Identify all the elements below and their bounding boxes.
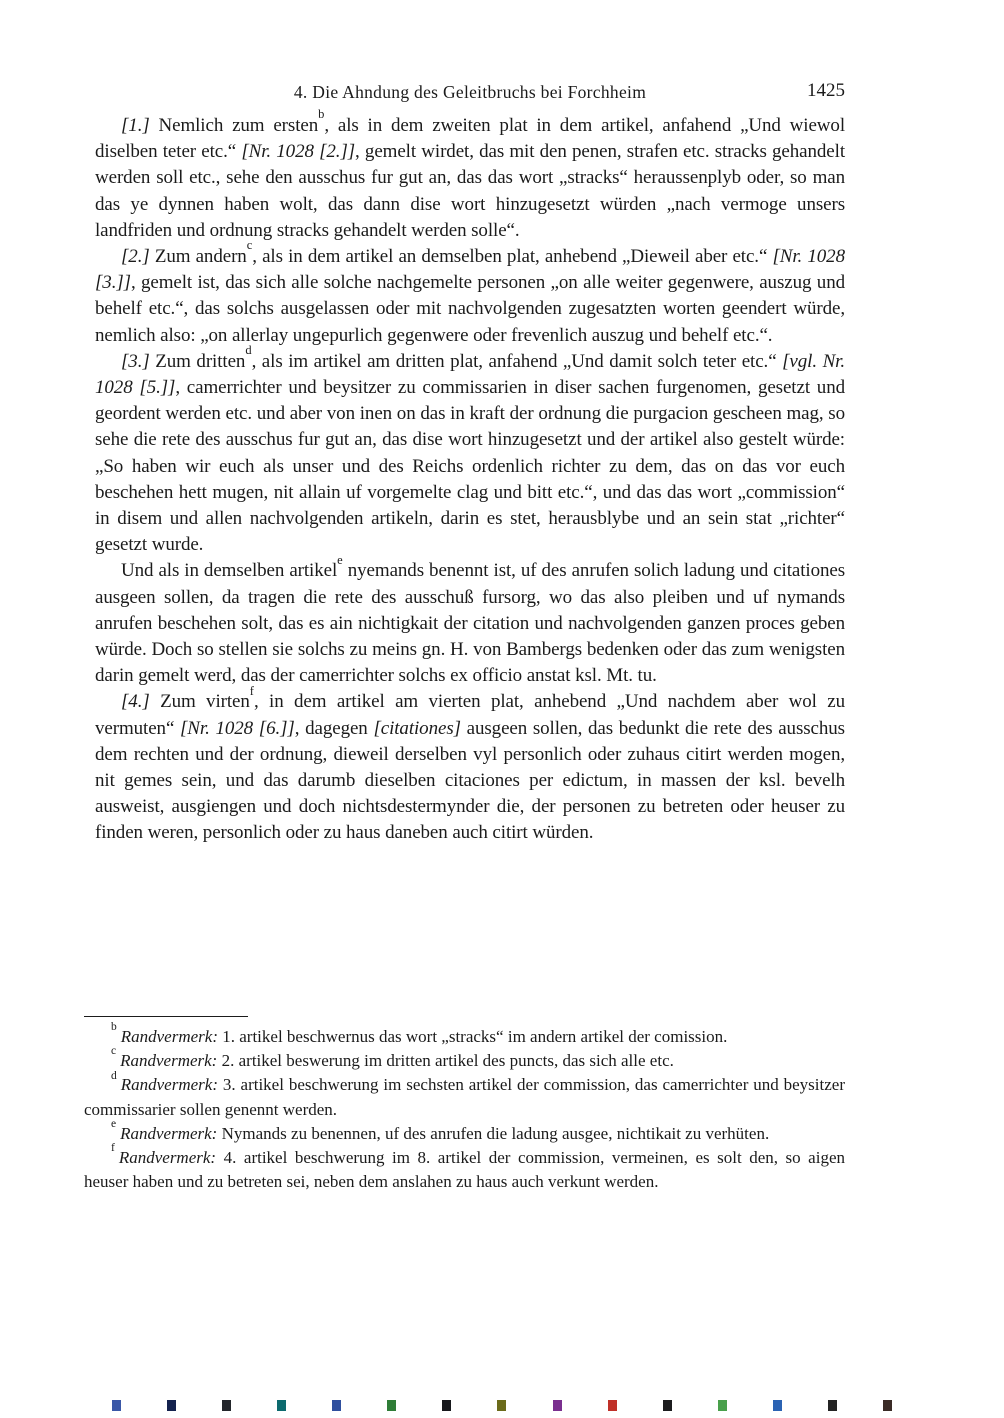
- footnote-marker: b: [111, 1021, 117, 1034]
- footnote-block: [84, 1016, 845, 1194]
- footnote: $^b$ Randvermerk: 1. artikel beschwernus das wort „stracks“ im andern artikel der comission.: [111, 1021, 728, 1046]
- footnote-marker: c: [111, 1045, 117, 1058]
- footnote-marker: c: [246, 238, 253, 253]
- print-color-bar: [112, 1399, 892, 1411]
- footnote: $^d$ Randvermerk: 3. artikel beschwerung im sechsten artikel der commission, das camerrichter und beysitzer commissarier sollen genennt werden.: [84, 1069, 845, 1119]
- footnote: $^c$ Randvermerk: 2. artikel beswerung im dritten artikel des puncts, das sich alle etc.: [111, 1045, 674, 1071]
- paragraph: [2.] Zum andern$^c$, als in dem artikel an demselben plat, anhebend „Dieweil aber etc.“ [Nr. 1028 [3.]], gemelt ist, das sich alle solche nachgemelte personen „on alle weiter gegenwere, auszug und behelf etc.“, das solchs ausgelassen oder mit nachvolgenden zugesatzten worten geendert würde, nemlich also: „on allerlay ungepurlich gegenwere oder frevenlich auszug und behelf etc.“.: [95, 238, 845, 346]
- paragraph: Und als in demselben artikel$^e$ nyemands benennt ist, uf des anrufen solich ladung und citationes ausgeen sollen, da tragen die rete des ausschuß fursorg, wo das also pleiben und uf nymands anrufen beschehen solt, das es ain nichtigkait der citation und nachvolgenden ganzen proces geben würde. Doch so stellen sie solchs zu meins gn. H. von Bambergs bedenken oder das zum wenigsten darin gemelt werd, das der camerrichter solchs ex officio anstat ksl. Mt. tu.: [95, 552, 845, 687]
- color-swatch: [442, 1400, 451, 1411]
- body-text: [95, 107, 846, 847]
- color-swatch: [112, 1400, 121, 1411]
- color-swatch: [828, 1400, 837, 1411]
- color-swatch: [663, 1400, 672, 1411]
- running-header-title: 4. Die Ahndung des Geleitbruchs bei Forchheim: [293, 82, 647, 102]
- color-swatch: [553, 1400, 562, 1411]
- page-number: 1425: [807, 80, 845, 101]
- paragraph: [4.] Zum virten$^f$, in dem artikel am vierten plat, anhebend „Und nachdem aber wol zu vermuten“ [Nr. 1028 [6.]], dagegen [citationes] ausgeen sollen, das bedunkt die rete des ausschus dem rechten und der ordnung, dieweil derselben vyl personlich oder zuhaus citirt werden mogen, nit gemes sein, und das darumb dieselben citaciones per edictum, in massen der ksl. bevelh ausweist, ausgiengen und doch nichtsdestermynder die, der personen zu betreten oder heuser zu finden weren, personlich oder zu haus daneben auch citirt würden.: [95, 683, 846, 844]
- color-swatch: [387, 1400, 396, 1411]
- footnote: $^f$ Randvermerk: 4. artikel beschwerung im 8. artikel der commission, vermeinen, es solt den, so aigen heuser haben und zu betreten sei, neben dem anslahen zu haus auch verkunt werden.: [84, 1142, 845, 1192]
- color-swatch: [883, 1400, 892, 1411]
- color-swatch: [332, 1400, 341, 1411]
- footnote-marker: e: [337, 552, 343, 567]
- color-swatch: [497, 1400, 506, 1411]
- color-swatch: [718, 1400, 727, 1411]
- footnote-marker: b: [318, 107, 325, 122]
- color-swatch: [773, 1400, 782, 1411]
- color-swatch: [167, 1400, 176, 1411]
- paragraph: [3.] Zum dritten$^d$, als im artikel am dritten plat, anfahend „Und damit solch teter etc.“ [vgl. Nr. 1028 [5.]], camerrichter und beysitzer zu commissarien in diser sachen furgenomen, gesetzt und geordent werden etc. und aber von inen on das in kraft der ordnung die purgacion gescheen mag, so sehe die rete des ausschus fur gut an, das dise wort hinzugesetzt und der artikel also gestelt würde: „So haben wir euch als unser und des Reichs ordenlich richter zu dem, das on das vor euch beschehen hett mugen, nit allain uf vorgemelte clag und bitt etc.“, und das das wort „commission“ in disem und allen nachvolgenden artikeln, darin es stet, herausblybe und an sein stat „richter“ gesetzt wurde.: [95, 342, 845, 556]
- footnote: $^e$ Randvermerk: Nymands zu benennen, uf des anrufen die ladung ausgee, nichtikait zu verhüten.: [111, 1117, 770, 1143]
- color-swatch: [222, 1400, 231, 1411]
- footnote-separator: [84, 1016, 248, 1017]
- running-header: [95, 80, 845, 104]
- color-swatch: [608, 1400, 617, 1411]
- color-swatch: [277, 1400, 286, 1411]
- paragraph: [1.] Nemlich zum ersten$^b$, als in dem zweiten plat in dem artikel, anfahend „Und wiewol diselben teter etc.“ [Nr. 1028 [2.]], gemelt wirdet, das mit den penen, strafen etc. stracks gehandelt werden soll etc., sehe den ausschus fur gut an, das das wort „stracks“ heraussenplyb oder, so man das ye dynnen haben wolt, das dann dise wort hinzugesetzt würden „nach vermoge unsers landfriden und ordnung stracks gehandelt werden solle“.: [95, 107, 846, 241]
- footnote-marker: e: [111, 1117, 117, 1130]
- footnote-marker: d: [111, 1069, 117, 1082]
- footnotes: [84, 1021, 845, 1194]
- footnote-marker: d: [245, 342, 252, 357]
- footnote-marker: f: [249, 683, 254, 698]
- footnote-marker: f: [111, 1142, 115, 1155]
